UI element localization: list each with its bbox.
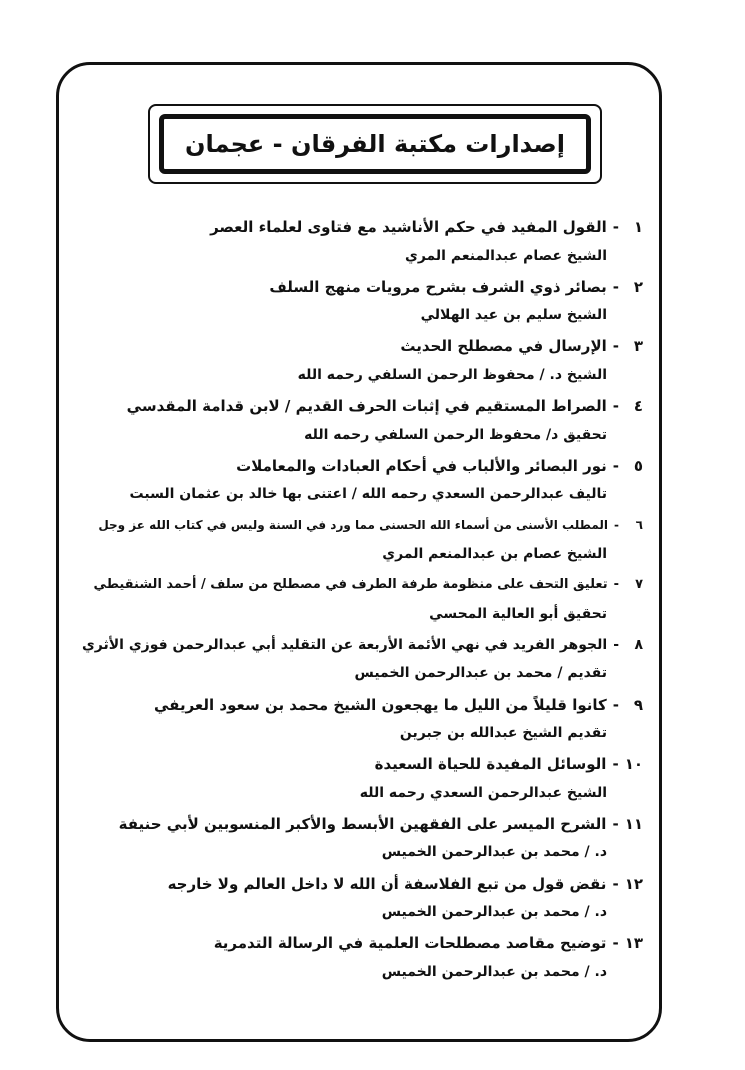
entry-author: الشيخ عبدالرحمن السعدي رحمه الله — [359, 784, 607, 801]
list-item — [80, 452, 643, 512]
entry-title: نور البصائر والألباب في أحكام العبادات والمعاملات — [236, 456, 607, 475]
entry-dash: - — [614, 518, 619, 533]
list-item — [80, 691, 643, 751]
entry-dash: - — [612, 695, 619, 714]
entry-number: ١٠ — [624, 755, 643, 774]
entry-dash: - — [612, 337, 619, 356]
entry-number: ٩ — [633, 695, 643, 714]
list-item — [80, 511, 643, 571]
entry-dash: - — [613, 636, 619, 653]
entry-title: توضيح مقاصد مصطلحات العلمية في الرسالة التدمرية — [213, 934, 607, 953]
entry-title: بصائر ذوي الشرف بشرح مرويات منهج السلف — [269, 277, 607, 296]
entry-title: الجوهر الفريد في نهي الأئمة الأربعة عن التقليد أبي عبدالرحمن فوزي الأثري — [81, 636, 608, 653]
list-item — [80, 929, 643, 989]
entry-title-line — [80, 750, 643, 779]
list-item — [80, 392, 643, 452]
entry-author: تاليف عبدالرحمن السعدي رحمه الله / اعتنى بها خالد بن عثمان السبت — [129, 486, 607, 503]
entry-dash: - — [612, 277, 619, 296]
entry-dash: - — [612, 814, 619, 833]
entry-title-line — [80, 392, 643, 421]
title-inner-border — [159, 114, 591, 174]
entry-title: الشرح الميسر على الفقهين الأبسط والأكبر المنسوبين لأبي حنيفة — [118, 814, 607, 833]
entry-title-line — [80, 332, 643, 361]
entry-dash: - — [612, 874, 619, 893]
entry-title-line — [80, 870, 643, 899]
entry-number: ١١ — [624, 814, 643, 833]
list-item — [80, 213, 643, 273]
list-item — [80, 571, 643, 631]
entry-dash: - — [612, 934, 619, 953]
entry-title-line — [80, 571, 643, 600]
entry-title-line — [80, 511, 643, 540]
entry-title: المطلب الأسنى من أسماء الله الحسنى مما ورد في السنة وليس في كتاب الله عز وجل — [98, 518, 609, 533]
entry-author: تقديم الشيخ عبدالله بن جبرين — [399, 725, 607, 742]
list-item — [80, 332, 643, 392]
publications-list — [80, 213, 643, 989]
entry-author: د. / محمد بن عبدالرحمن الخميس — [381, 963, 607, 980]
list-item — [80, 810, 643, 870]
entry-author: الشيخ عصام عبدالمنعم المري — [405, 247, 607, 264]
list-item — [80, 750, 643, 810]
entry-title-line — [80, 452, 643, 481]
entry-author: تحقيق د/ محفوظ الرحمن السلفي رحمه الله — [304, 426, 607, 443]
entry-title: الإرسال في مصطلح الحديث — [400, 337, 607, 356]
list-item — [80, 870, 643, 930]
entry-number: ٤ — [633, 397, 643, 416]
entry-title-line — [80, 213, 643, 242]
entry-number: ٦ — [635, 518, 643, 533]
entry-author: الشيخ عصام بن عبدالمنعم المري — [382, 546, 607, 563]
entry-number: ٢ — [633, 277, 643, 296]
title-box — [148, 104, 602, 184]
list-item — [80, 273, 643, 333]
entry-author: د. / محمد بن عبدالرحمن الخميس — [381, 844, 607, 861]
entry-title: الوسائل المفيدة للحياة السعيدة — [374, 755, 607, 774]
entry-author: د. / محمد بن عبدالرحمن الخميس — [381, 904, 607, 921]
entry-number: ١٣ — [624, 934, 643, 953]
entry-number: ٣ — [633, 337, 643, 356]
entry-number: ٧ — [635, 577, 643, 593]
entry-dash: - — [612, 397, 619, 416]
entry-dash: - — [612, 755, 619, 774]
entry-author: الشيخ د. / محفوظ الرحمن السلفي رحمه الله — [297, 366, 607, 383]
entry-title: الصراط المستقيم في إثبات الحرف القديم / لابن قدامة المقدسي — [126, 397, 607, 416]
entry-dash: - — [612, 218, 619, 236]
entry-author: تقديم / محمد بن عبدالرحمن الخميس — [354, 665, 607, 682]
entry-dash: - — [613, 577, 619, 593]
entry-title: كانوا قليلاً من الليل ما يهجعون الشيخ محمد بن سعود العريفي — [154, 695, 607, 714]
entry-title: القول المفيد في حكم الأناشيد مع فتاوى لعلماء العصر — [210, 218, 607, 236]
entry-number: ١ — [633, 218, 643, 236]
entry-title-line — [80, 929, 643, 958]
entry-title: نقض قول من تبع الفلاسفة أن الله لا داخل العالم ولا خارجه — [167, 874, 607, 893]
entry-title-line — [80, 631, 643, 660]
entry-number: ٥ — [633, 456, 643, 475]
entry-title: تعليق التحف على منظومة طرفة الطرف في مصطلح من سلف / أحمد الشنقيطي — [93, 577, 608, 593]
entry-title-line — [80, 273, 643, 302]
entry-author: تحقيق أبو العالية المحسي — [429, 605, 607, 622]
entry-number: ١٢ — [624, 874, 643, 893]
entry-title-line — [80, 810, 643, 839]
entry-author: الشيخ سليم بن عيد الهلالي — [420, 307, 607, 324]
page-title: إصدارات مكتبة الفرقان - عجمان — [185, 130, 565, 158]
list-item — [80, 631, 643, 691]
entry-number: ٨ — [634, 636, 643, 653]
entry-dash: - — [612, 456, 619, 475]
entry-title-line — [80, 691, 643, 720]
